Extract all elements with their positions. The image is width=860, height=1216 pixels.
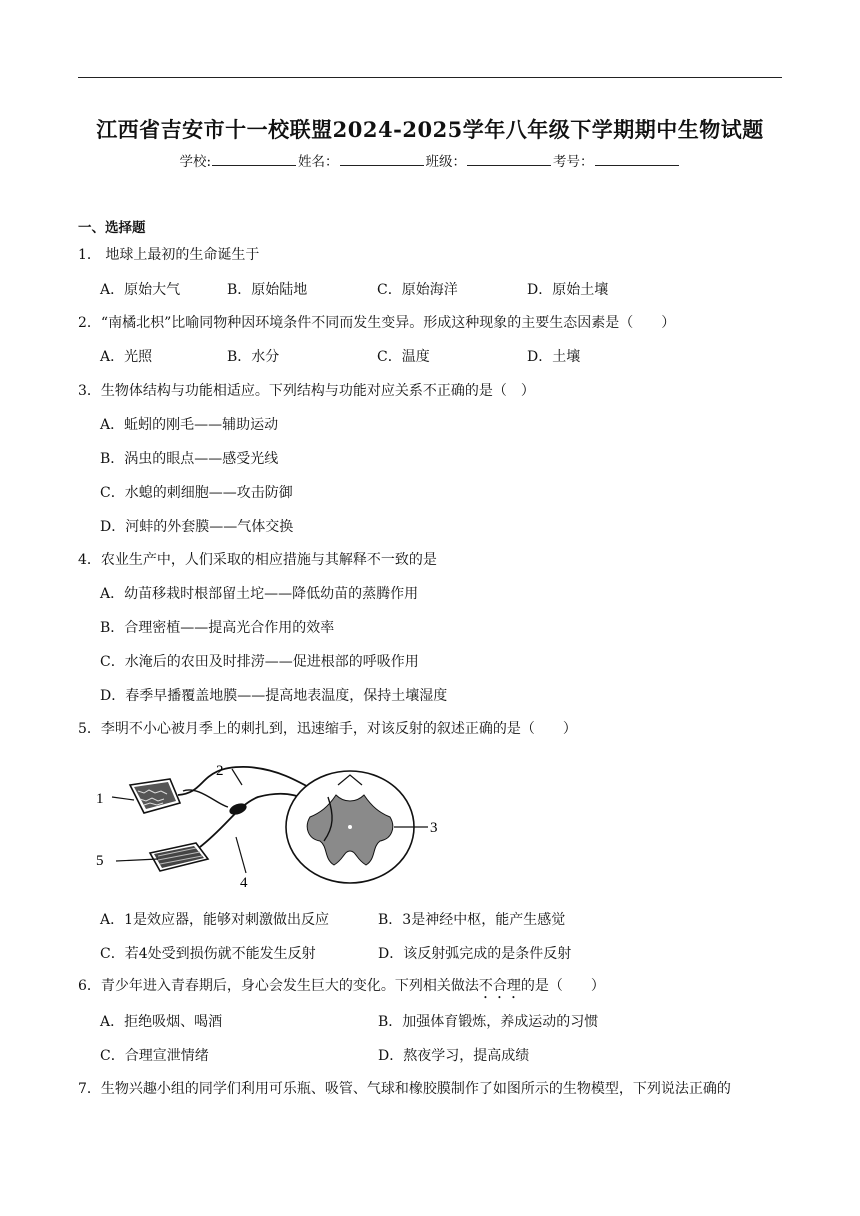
exam-title: 江西省吉安市十一校联盟2024-2025学年八年级下学期期中生物试题 [96, 117, 764, 142]
class-label: 班级： [425, 154, 467, 170]
receptor-block [130, 779, 180, 813]
reflex-arc-figure [88, 755, 448, 895]
figure-label-3: 3 [430, 820, 438, 836]
figure-label-5: 5 [96, 853, 104, 869]
section-title: 一、选择题 [78, 220, 146, 236]
top-rule [78, 77, 782, 78]
name-label: 姓名： [298, 154, 339, 170]
q2-option-c: C．温度 [377, 349, 430, 365]
q6-stem-before: 6．青少年进入青春期后，身心会发生巨大的变化。下列相关做法 [78, 978, 479, 994]
question-3-stem: 3．生物体结构与功能相适应。下列结构与功能对应关系不正确的是（ ） [78, 383, 535, 399]
q3-option-c: C．水螅的刺细胞——攻击防御 [100, 485, 293, 501]
q6-option-a: A．拒绝吸烟、喝酒 [100, 1014, 223, 1030]
question-5-stem: 5．李明不小心被月季上的刺扎到，迅速缩手，对该反射的叙述正确的是（ ） [78, 721, 577, 737]
q2-option-a: A．光照 [100, 349, 153, 365]
q4-option-d: D．春季早播覆盖地膜——提高地表温度，保持土壤湿度 [100, 688, 448, 704]
q6-option-b: B．加强体育锻炼，养成运动的习惯 [378, 1014, 599, 1030]
name-blank[interactable] [340, 153, 424, 166]
school-label: 学校: [179, 154, 212, 170]
question-6-options-row-1 [100, 1013, 598, 1031]
effector-block [150, 843, 208, 871]
q1-option-d: D．原始土壤 [527, 282, 609, 298]
question-2-options [100, 348, 580, 366]
question-1-options [100, 281, 608, 299]
q3-option-b: B．涡虫的眼点——感受光线 [100, 451, 279, 467]
question-6-options-row-2 [100, 1047, 529, 1065]
question-6-stem [78, 977, 605, 1002]
figure-label-4: 4 [240, 875, 248, 891]
school-blank[interactable] [212, 153, 296, 166]
figure-label-2: 2 [216, 763, 224, 779]
q6-option-c: C．合理宣泄情绪 [100, 1048, 209, 1064]
q4-option-c: C．水淹后的农田及时排涝——促进根部的呼吸作用 [100, 654, 419, 670]
question-7-stem: 7．生物兴趣小组的同学们利用可乐瓶、吸管、气球和橡胶膜制作了如图所示的生物模型，下列说法正确的 [78, 1081, 731, 1097]
q1-option-c: C．原始海洋 [377, 282, 458, 298]
q3-option-a: A．蚯蚓的刚毛——辅助运动 [100, 417, 279, 433]
question-4-stem: 4．农业生产中，人们采取的相应措施与其解释不一致的是 [78, 552, 437, 568]
question-5-options-row-2 [100, 945, 571, 963]
figure-label-1: 1 [96, 791, 104, 807]
q5-option-a: A．1是效应器，能够对刺激做出反应 [100, 912, 330, 928]
q4-option-a: A．幼苗移栽时根部留土坨——降低幼苗的蒸腾作用 [100, 586, 419, 602]
q4-option-b: B．合理密植——提高光合作用的效率 [100, 620, 335, 636]
question-5-options-row-1 [100, 911, 565, 929]
student-info-line [0, 150, 860, 170]
exam-number-blank[interactable] [595, 153, 679, 166]
question-1-stem: 1． 地球上最初的生命诞生于 [78, 247, 260, 263]
q2-option-b: B．水分 [227, 349, 280, 365]
q5-option-c: C．若4处受到损伤就不能发生反射 [100, 946, 316, 962]
q2-option-d: D．土壤 [527, 349, 581, 365]
q5-option-b: B．3是神经中枢，能产生感觉 [378, 912, 566, 928]
exam-number-label: 考号： [553, 154, 594, 170]
question-2-stem: 2．“南橘北枳”比喻同物种因环境条件不同而发生变异。形成这种现象的主要生态因素是（ ） [78, 315, 676, 331]
class-blank[interactable] [467, 153, 551, 166]
q6-stem-emphasis: 不合理 [478, 978, 521, 994]
q3-option-d: D．河蚌的外套膜——气体交换 [100, 519, 294, 535]
q6-option-d: D．熬夜学习，提高成绩 [378, 1048, 530, 1064]
q1-option-b: B．原始陆地 [227, 282, 308, 298]
q1-option-a: A．原始大气 [100, 282, 181, 298]
q6-stem-after: 的是（ ） [520, 978, 605, 994]
q5-option-d: D．该反射弧完成的是条件反射 [378, 946, 572, 962]
